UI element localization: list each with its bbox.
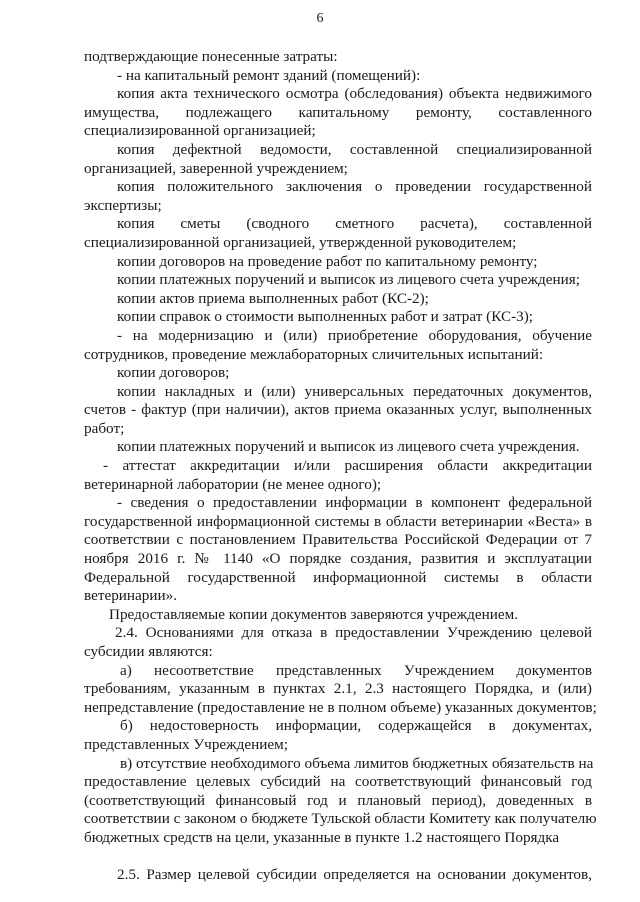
page-number: 6 xyxy=(316,11,324,26)
text-line: копии накладных и (или) универсальных передаточных документов, xyxy=(117,382,592,400)
text-line: государственной информационной системы в области ветеринарии «Веста» в xyxy=(84,512,592,530)
text-line: предоставление целевых субсидий на соответствующий финансовый год xyxy=(84,773,592,791)
text-line: представленных Учреждением; xyxy=(84,735,288,753)
paragraph-gap xyxy=(84,848,592,866)
text-line: требованиям, указанным в пунктах 2.1, 2.3 настоящего Порядка, и (или) xyxy=(84,680,592,698)
text-line: в) отсутствие необходимого объема лимитов бюджетных обязательств на xyxy=(120,754,594,772)
text-line: организацией, заверенной учреждением; xyxy=(84,159,348,177)
text-line: сотрудников, проведение межлабораторных сличительных испытаний: xyxy=(84,345,544,363)
text-line: копия дефектной ведомости, составленной специализированной xyxy=(117,140,592,158)
text-line: - на модернизацию и (или) приобретение оборудования, обучение xyxy=(117,326,592,344)
document-body xyxy=(84,48,597,884)
text-line: подтверждающие понесенные затраты: xyxy=(84,48,338,65)
text-line: - на капитальный ремонт зданий (помещений): xyxy=(117,66,421,84)
text-line: копия акта технического осмотра (обследования) объекта недвижимого xyxy=(117,85,592,103)
text-line: непредставление (предоставление не в полном объеме) указанных документов; xyxy=(84,698,597,716)
text-line: копии договоров; xyxy=(117,364,230,382)
text-line: копии платежных поручений и выписок из лицевого счета учреждения; xyxy=(117,271,580,289)
text-line: работ; xyxy=(84,419,125,437)
text-line: копии актов приема выполненных работ (КС-2); xyxy=(117,289,429,307)
text-line: экспертизы; xyxy=(84,196,162,214)
text-line: ноября 2016 г. № 1140 «О порядке создания, развития и эксплуатации xyxy=(84,550,592,568)
text-line: копия положительного заключения о проведении государственной xyxy=(117,178,592,196)
text-line: соответствии с законом о бюджете Тульской области Комитету как получателю xyxy=(84,810,597,828)
text-line: ветеринарии». xyxy=(84,587,178,605)
text-line: ветеринарной лаборатории (не менее одного); xyxy=(84,475,382,493)
text-line: копии договоров на проведение работ по капитальному ремонту; xyxy=(117,252,538,270)
text-line: специализированной организацией, утвержденной руководителем; xyxy=(84,233,517,251)
text-line: - сведения о предоставлении информации в компонент федеральной xyxy=(117,494,592,512)
text-line: 2.5. Размер целевой субсидии определяется на основании документов, xyxy=(117,865,592,883)
text-line: 2.4. Основаниями для отказа в предоставлении Учреждению целевой xyxy=(115,624,592,642)
text-line: имущества, подлежащего капитальному ремонту, составленного xyxy=(84,103,592,121)
text-line: счетов - фактур (при наличии), актов приема оказанных услуг, выполненных xyxy=(84,401,592,419)
text-line: соответствии с постановлением Правительства Российской Федерации от 7 xyxy=(84,531,592,549)
text-line: субсидии являются: xyxy=(84,643,213,660)
text-line: копия сметы (сводного сметного расчета), составленной xyxy=(117,215,592,233)
text-line: а) несоответствие представленных Учреждением документов xyxy=(120,661,592,679)
text-line: Федеральной государственной информационной системы в области xyxy=(84,568,592,586)
text-line: копии справок о стоимости выполненных работ и затрат (КС-3); xyxy=(117,308,534,326)
text-line: бюджетных средств на цели, указанные в пункте 1.2 настоящего Порядка xyxy=(84,828,560,846)
text-line: б) недостоверность информации, содержащейся в документах, xyxy=(120,717,592,735)
text-line: специализированной организацией; xyxy=(84,122,316,140)
text-line: (соответствующий финансовый год и плановый период), доведенных в xyxy=(84,791,592,809)
text-line: - аттестат аккредитации и/или расширения области аккредитации xyxy=(103,457,592,475)
text-line: Предоставляемые копии документов заверяются учреждением. xyxy=(109,605,519,623)
text-line: копии платежных поручений и выписок из лицевого счета учреждения. xyxy=(117,438,580,456)
